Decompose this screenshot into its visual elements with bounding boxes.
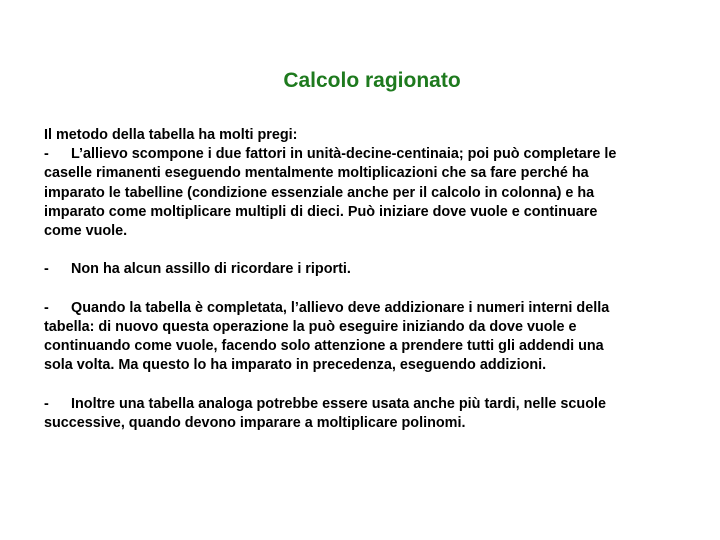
bullet-text: Inoltre una tabella analoga potrebbe essere usata anche più tardi, nelle scuole [71, 395, 607, 412]
bullet-marker: - [44, 395, 49, 412]
bullet-marker: - [44, 299, 49, 316]
spacer [44, 241, 694, 260]
bullet-1-line-5: come vuole. [44, 222, 128, 239]
intro-text: Il metodo della tabella ha molti pregi: [44, 127, 298, 143]
bullet-3-line-1 [44, 299, 694, 318]
slide-title: Calcolo ragionato [283, 69, 461, 92]
bullet-2-line-1 [44, 260, 694, 279]
spacer [44, 280, 694, 299]
bullet-text: L’allievo scompone i due fattori in unità-decine-centinaia; poi può completare le [71, 146, 617, 163]
slide-body [44, 126, 694, 433]
bullet-1-line-3: imparato le tabelline (condizione essenziale anche per il calcolo in colonna) e ha [44, 184, 595, 201]
bullet-4-line-2: successive, quando devono imparare a moltiplicare polinomi. [44, 414, 466, 431]
bullet-1-line-2: caselle rimanenti eseguendo mentalmente moltiplicazioni che sa fare perché ha [44, 165, 589, 182]
bullet-3-line-3: continuando come vuole, facendo solo attenzione a prendere tutti gli addendi una [44, 338, 604, 355]
bullet-3-line-2: tabella: di nuovo questa operazione la può eseguire iniziando da dove vuole e [44, 318, 577, 335]
bullet-1-line-1 [44, 145, 694, 164]
bullet-text: Quando la tabella è completata, l’allievo deve addizionare i numeri interni della [71, 299, 610, 316]
spacer [44, 375, 694, 394]
bullet-text: Non ha alcun assillo di ricordare i riporti. [71, 261, 351, 278]
bullet-4-line-1 [44, 395, 694, 414]
bullet-marker: - [44, 261, 49, 278]
bullet-3-line-4: sola volta. Ma questo lo ha imparato in precedenza, eseguendo addizioni. [44, 357, 547, 374]
bullet-marker: - [44, 146, 49, 163]
bullet-1-line-4: imparato come moltiplicare multipli di dieci. Può iniziare dove vuole e continuare [44, 203, 598, 220]
